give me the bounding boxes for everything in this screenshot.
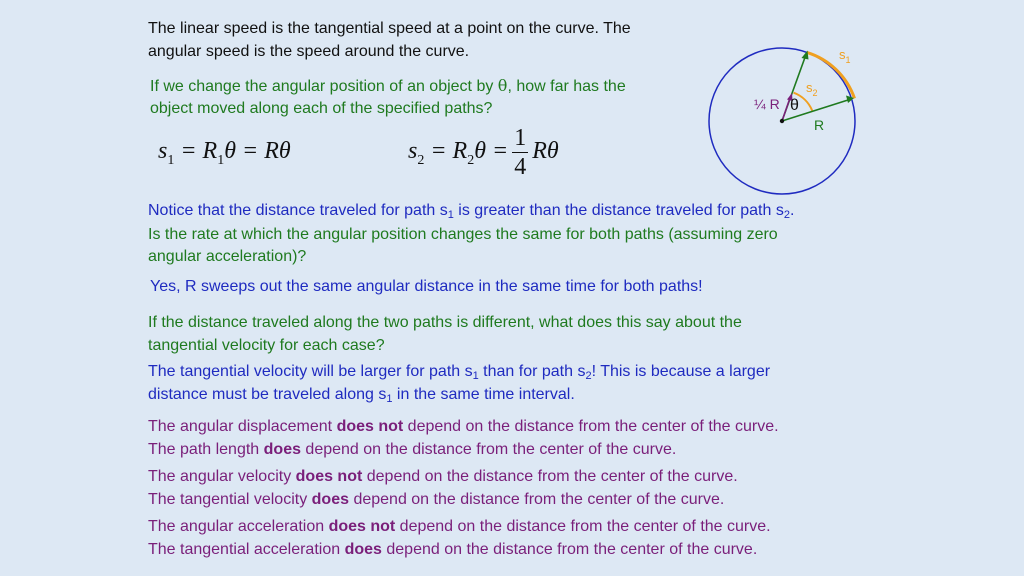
statement-2-pre: The path length [148,441,264,458]
equation-s1-rest: θ = Rθ [224,138,291,164]
answer-3-line-2 [148,383,575,406]
statement-3-post: depend on the distance from the center of the curve. [362,468,738,485]
statement-4-post: depend on the distance from the center of the curve. [349,491,725,508]
statement-4-bold: does [311,491,349,508]
statement-1-post: depend on the distance from the center of the curve. [403,418,779,435]
answer-3-l2-pre: distance must be traveled along s [148,386,387,403]
answer-3-l1-sub1: 1 [472,370,479,382]
statement-5-post: depend on the distance from the center of the curve. [395,518,771,535]
equation-s2 [408,124,559,181]
statement-6 [148,538,757,561]
question-2-line-1: Is the rate at which the angular position changes the same for both paths (assuming zero [148,226,778,243]
equation-s1-eq: = R [174,138,218,164]
statement-2 [148,438,676,461]
statement-6-pre: The tangential acceleration [148,541,345,558]
equation-s1-r-sub: 1 [217,153,225,168]
equation-s2-rest: Rθ [532,138,559,165]
notice-mid: is greater than the distance traveled for path s [453,202,784,219]
question-3-line-2: tangential velocity for each case? [148,337,385,354]
statement-5-bold: does not [328,518,396,535]
equation-s2-sub: 2 [417,153,425,169]
equation-s2-eq: = R [424,138,468,165]
question-1-post: , how far has the [507,78,626,95]
theta-symbol: θ [497,76,508,95]
equation-s2-r-sub: 2 [467,153,475,169]
equation-s1-s: s [158,138,168,164]
notice-sub-1: 1 [447,209,454,221]
statement-5-pre: The angular acceleration [148,518,329,535]
statement-6-post: depend on the distance from the center of the curve. [381,541,758,558]
answer-3-l1-sub2: 2 [585,370,592,382]
question-1-pre: If we change the angular position of an object by [150,78,498,95]
statement-5 [148,515,771,538]
statement-1-pre: The angular displacement [148,418,337,435]
notice-line [148,199,794,222]
question-1-line-2: object moved along each of the specified paths? [150,100,493,117]
answer-3-l1-mid: than for path s [478,363,586,380]
statement-1-bold: does not [336,418,404,435]
statement-3-bold: does not [295,468,363,485]
statement-2-bold: does [263,441,301,458]
statement-4 [148,488,724,511]
statement-2-post: depend on the distance from the center of the curve. [300,441,677,458]
question-3-line-1: If the distance traveled along the two paths is different, what does this say about the [148,314,742,331]
fraction-one-quarter [512,124,528,181]
equation-s2-s: s [408,138,418,165]
answer-3-l1-post: ! This is because a larger [591,363,771,380]
circle-diagram [700,36,870,206]
theta-label: θ [790,97,799,114]
fraction-numerator: 1 [514,125,527,151]
quarter-r-label: ¼ R [754,96,780,112]
quarter-radius-line [782,98,790,121]
answer-3-l1-pre: The tangential velocity will be larger for path s [148,363,473,380]
statement-6-bold: does [344,541,382,558]
equation-s1-sub: 1 [167,153,175,168]
answer-3-l2-post: in the same time interval. [392,386,575,403]
notice-post: . [789,202,795,219]
center-point [780,119,784,123]
answer-3-line-1 [148,360,770,383]
s1-label: $s_1$ [839,47,851,65]
r-label: R [814,117,825,133]
notice-pre: Notice that the distance traveled for path s [148,202,448,219]
question-2-line-2: angular acceleration)? [148,248,307,265]
equation-s2-mid: θ = [474,138,509,165]
s2-label: $s_2$ [806,80,818,98]
intro-line-1: The linear speed is the tangential speed at a point on the curve. The [148,20,631,37]
statement-1 [148,415,779,438]
notice-sub-2: 2 [783,209,790,221]
answer-3-l2-sub: 1 [386,393,393,405]
statement-4-pre: The tangential velocity [148,491,312,508]
answer-2: Yes, R sweeps out the same angular distance in the same time for both paths! [150,278,703,295]
statement-3-pre: The angular velocity [148,468,296,485]
statement-3 [148,465,738,488]
question-1-line-1 [150,74,626,98]
intro-line-2: angular speed is the speed around the curve. [148,43,470,60]
fraction-denominator: 4 [514,154,527,180]
equation-s1 [158,138,291,168]
